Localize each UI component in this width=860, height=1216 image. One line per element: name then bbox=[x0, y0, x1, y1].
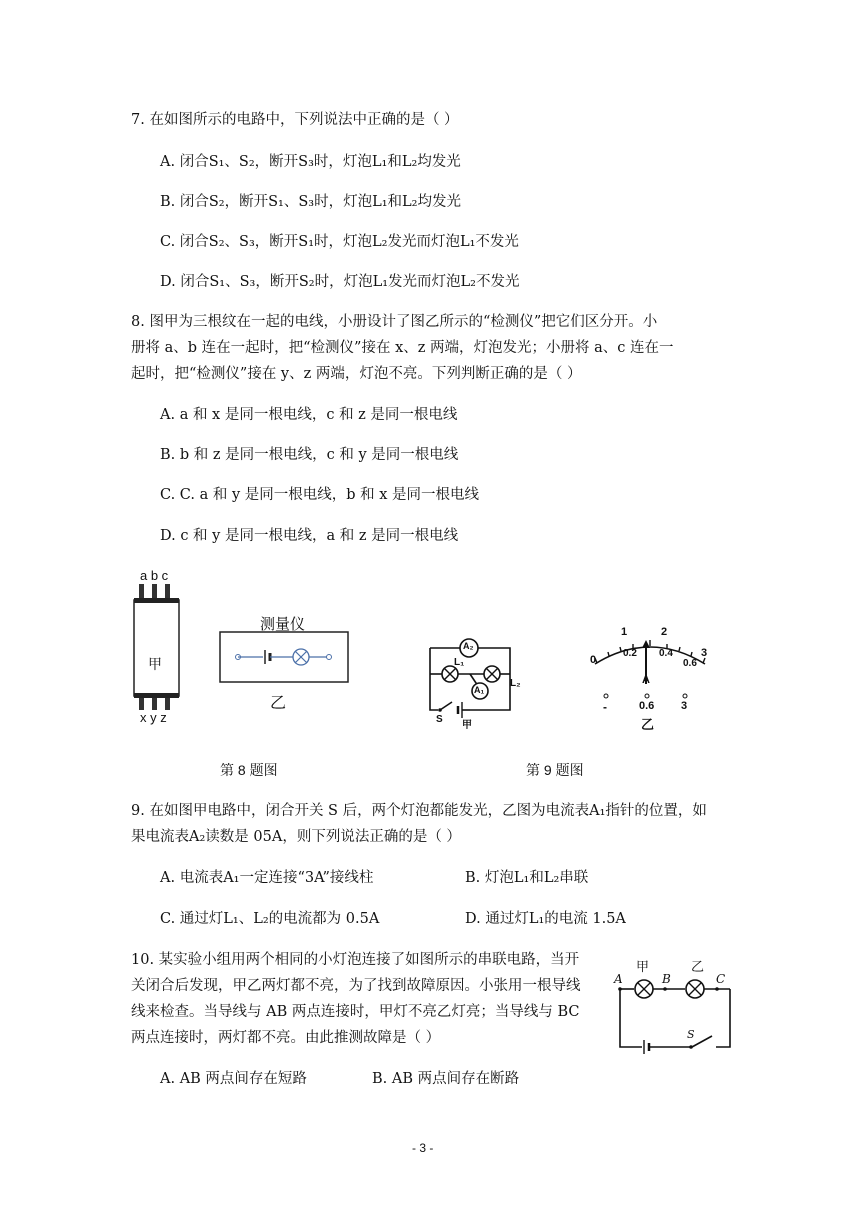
fig10-lamp-a-label: 甲 bbox=[636, 959, 650, 974]
q7-option-b: B. 闭合S₂，断开S₁、S₃时，灯泡L₁和L₂均发光 bbox=[160, 194, 461, 210]
q10-stem-line4: 两点连接时，两灯都不亮。由此推测故障是（ ） bbox=[131, 1030, 441, 1046]
page-number: - 3 - bbox=[412, 1141, 434, 1155]
fig8-box-label: 甲 bbox=[148, 656, 162, 672]
q10-stem-line1: 10. 某实验小组用两个相同的小灯泡连接了如图所示的串联电路，当开 bbox=[131, 952, 580, 968]
fig9-scale-3: 3 bbox=[701, 647, 708, 659]
fig9-caption: 第 9 题图 bbox=[526, 762, 584, 778]
fig9-scale-0-4: 0.4 bbox=[659, 648, 673, 659]
figure-8-drawing bbox=[128, 568, 358, 728]
fig9-meter-label: 乙 bbox=[641, 717, 655, 732]
q9-option-d: D. 通过灯L₁的电流 1.5A bbox=[465, 911, 626, 927]
fig8-caption: 第 8 题图 bbox=[220, 762, 278, 778]
fig9-circuit-label: 甲 bbox=[462, 720, 472, 731]
q8-stem-line2: 册将 a、b 连在一起时，把“检测仪”接在 x、z 两端，灯泡发光；小册将 a、c 连在一 bbox=[131, 340, 674, 356]
fig10-point-a: A bbox=[614, 972, 623, 986]
q9-option-b: B. 灯泡L₁和L₂串联 bbox=[465, 870, 589, 886]
figure-9-ammeter bbox=[585, 622, 715, 732]
q8-stem-line3: 起时，把“检测仪”接在 y、z 两端，灯泡不亮。下列判断正确的是（ ） bbox=[131, 366, 582, 382]
fig10-switch-label: S bbox=[687, 1028, 695, 1041]
q10-stem-line3: 线来检查。当导线与 AB 两点连接时，甲灯不亮乙灯亮；当导线与 BC bbox=[131, 1004, 580, 1020]
q9-stem-line2: 果电流表A₂读数是 05A，则下列说法正确的是（ ） bbox=[131, 829, 461, 845]
fig9-unit-label: A bbox=[642, 674, 650, 686]
q8-option-c: C. C. a 和 y 是同一根电线，b 和 x 是同一根电线 bbox=[160, 487, 480, 503]
q10-stem-line2: 关闭合后发现，甲乙两灯都不亮，为了找到故障原因。小张用一根导线 bbox=[131, 978, 581, 994]
figure-10-drawing bbox=[612, 952, 737, 1060]
fig8-bottom-labels: x y z bbox=[140, 710, 167, 725]
figure-10 bbox=[612, 952, 737, 1060]
q7-stem: 7. 在如图所示的电路中，下列说法中正确的是（ ） bbox=[131, 112, 459, 128]
fig9-switch-label: S bbox=[436, 714, 443, 725]
fig10-point-c: C bbox=[716, 972, 726, 986]
fig9-scale-1: 1 bbox=[621, 626, 628, 638]
q9-stem-line1: 9. 在如图甲电路中，闭合开关 S 后，两个灯泡都能发光，乙图为电流表A₁指针的位置，如 bbox=[131, 803, 707, 819]
q10-option-b: B. AB 两点间存在断路 bbox=[372, 1071, 520, 1087]
fig10-point-b: B bbox=[662, 972, 671, 986]
q8-option-b: B. b 和 z 是同一根电线，c 和 y 是同一根电线 bbox=[160, 447, 459, 463]
fig9-terminal-3: 3 bbox=[681, 700, 688, 712]
q8-stem-line1: 8. 图甲为三根纹在一起的电线，小册设计了图乙所示的“检测仪”把它们区分开。小 bbox=[131, 314, 658, 330]
fig8-top-labels: a b c bbox=[140, 568, 169, 583]
fig9-terminal-minus: - bbox=[603, 700, 607, 714]
fig9-scale-2: 2 bbox=[661, 626, 668, 638]
fig10-lamp-b-label: 乙 bbox=[691, 959, 705, 974]
q7-option-d: D. 闭合S₁、S₃，断开S₂时，灯泡L₁发光而灯泡L₂不发光 bbox=[160, 274, 520, 290]
fig8-meter-title: 测量仪 bbox=[260, 616, 306, 633]
q8-option-a: A. a 和 x 是同一根电线，c 和 z 是同一根电线 bbox=[160, 407, 458, 423]
fig9-scale-0-6: 0.6 bbox=[683, 658, 697, 669]
fig9-scale-0: 0 bbox=[590, 654, 597, 666]
q9-option-c: C. 通过灯L₁、L₂的电流都为 0.5A bbox=[160, 911, 380, 927]
q7-option-c: C. 闭合S₂、S₃，断开S₁时，灯泡L₂发光而灯泡L₁不发光 bbox=[160, 234, 519, 250]
q8-option-d: D. c 和 y 是同一根电线，a 和 z 是同一根电线 bbox=[160, 528, 459, 544]
fig8-meter-label: 乙 bbox=[270, 695, 287, 712]
fig9-a2-label: A₂ bbox=[463, 641, 474, 651]
q10-option-a: A. AB 两点间存在短路 bbox=[160, 1071, 307, 1087]
fig9-l2-label: L₂ bbox=[510, 678, 521, 689]
fig9-l1-label: L₁ bbox=[454, 657, 465, 668]
fig9-terminal-0-6: 0.6 bbox=[639, 700, 655, 712]
fig9-scale-0-2: 0.2 bbox=[623, 648, 637, 659]
q9-option-a: A. 电流表A₁一定连接“3A”接线柱 bbox=[160, 870, 374, 886]
q7-option-a: A. 闭合S₁、S₂，断开S₃时，灯泡L₁和L₂均发光 bbox=[160, 154, 461, 170]
figure-8 bbox=[128, 568, 358, 728]
figure-9-circuit bbox=[420, 630, 530, 730]
fig9-a1-label: A₁ bbox=[474, 685, 485, 695]
